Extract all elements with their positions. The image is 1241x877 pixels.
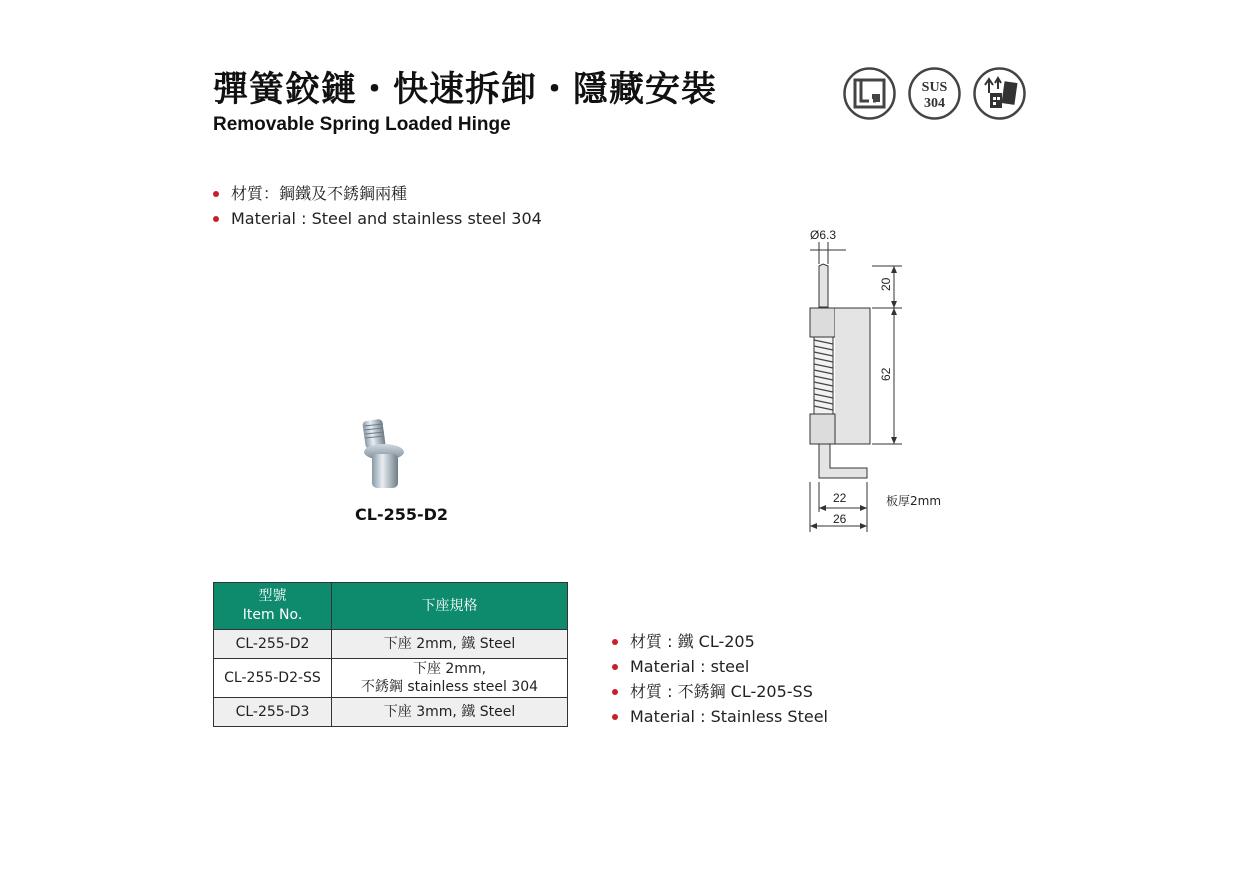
header-item-no xyxy=(214,583,332,630)
cell-item: CL-255-D2-SS xyxy=(214,659,332,698)
list-item: Material : Steel and stainless steel 304 xyxy=(213,206,542,231)
page-subtitle: Removable Spring Loaded Hinge xyxy=(213,114,511,135)
technical-drawing xyxy=(790,220,970,540)
cell-spec-line2: 不銹鋼 stainless steel 304 xyxy=(360,679,539,695)
cell-item: CL-255-D2 xyxy=(214,630,332,659)
dim-body: 62 xyxy=(879,367,893,381)
list-item: Material : steel xyxy=(612,654,828,679)
hinge-dimension-drawing xyxy=(790,220,970,540)
header-item-no-zh: 型號 xyxy=(258,588,287,604)
material-list-top xyxy=(213,181,542,231)
table-row xyxy=(214,630,568,659)
dim-diameter: Ø6.3 xyxy=(810,228,837,242)
list-item: 材質：鋼鐵及不銹鋼兩種 xyxy=(213,181,542,206)
dim-top: 20 xyxy=(879,277,893,291)
assembly-badge xyxy=(973,67,1026,120)
table-header-row xyxy=(214,583,568,630)
list-item: Material : Stainless Steel xyxy=(612,704,828,729)
table-row xyxy=(214,659,568,698)
list-item: 材質 : 鐵 CL-205 xyxy=(612,629,828,654)
cell-spec xyxy=(332,659,568,698)
product-photo xyxy=(350,416,425,494)
304-label: 304 xyxy=(924,96,945,111)
dim-inner: 22 xyxy=(833,491,847,505)
header-item-no-en: Item No. xyxy=(242,607,303,623)
concealed-mount-icon xyxy=(843,67,896,120)
table-row xyxy=(214,698,568,727)
page-title: 彈簧鉸鏈・快速拆卸・隱藏安裝 xyxy=(213,70,718,110)
cell-spec: 下座 3mm, 鐵 Steel xyxy=(332,698,568,727)
assembly-icon xyxy=(973,67,1026,120)
cell-spec: 下座 2mm, 鐵 Steel xyxy=(332,630,568,659)
sus304-badge xyxy=(908,67,961,120)
cell-item: CL-255-D3 xyxy=(214,698,332,727)
cell-spec-line1: 下座 2mm, xyxy=(412,661,487,677)
header-base-spec: 下座規格 xyxy=(332,583,568,630)
sus-label: SUS xyxy=(921,80,948,95)
product-caption: CL-255-D2 xyxy=(355,505,449,524)
plate-thickness-note: 板厚2mm xyxy=(886,494,942,508)
list-item: 材質 : 不銹鋼 CL-205-SS xyxy=(612,679,828,704)
dim-outer: 26 xyxy=(833,512,847,526)
sus304-icon xyxy=(908,67,961,120)
material-list-bottom xyxy=(612,629,828,729)
concealed-mount-badge xyxy=(843,67,896,120)
spec-table xyxy=(213,582,568,727)
hinge-pin-image xyxy=(350,416,425,494)
